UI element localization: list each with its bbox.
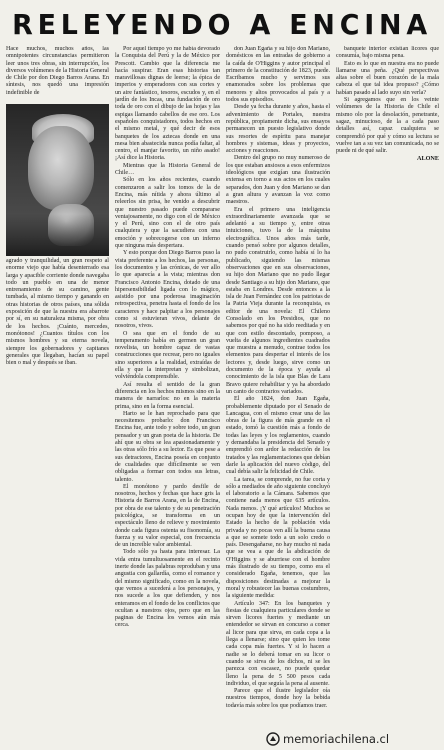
column-4 xyxy=(336,46,439,740)
paragraph: don Juan Egaña y su hijo don Mariano, domésticos en las entradas de gobierno a la caída de O'Higgins y autor principal el primero de la constitución de 1823, puede. Escribamos mucho y servimos sus enamorados sobre los problemas que menores y altos provocados al país y a todos sus episodios. xyxy=(226,46,330,104)
paragraph: Si agregamos que en los veinte volúmenes de la Historia de Chile el mismo olo por la desolación, penetrante, sagaz, minucioso, de la a cada paso detalles así, capaz cualquiera se comprendió por qué y cómo su lectura se vuelve tan a su vez tan comunicada, no se puede ni de qué salir. xyxy=(336,97,439,155)
paragraph: Artículo 347: En los banquetes y fiestas de cualquiera particulares donde se sirven licores fuertes y mediante un entendedor se sirvan en concurso a comer al licor para que sirva, en cada copa a la llega a llenarse; sino que quien les tome cada copa más fuertes. Y si lo hacen a nadie se lo deberá tomar en su licor o cuando se sirva de los dichos, ni se les parezca con escasez, no puede quedar lleno la pena de 5 500 pesos cada individuo, el que seguía la pena al ausente. xyxy=(226,600,330,687)
column-2 xyxy=(115,46,220,740)
paragraph: Desde ya fecha durante y años, hasta el advenimiento de Portales, nuestra república, propiamente dicha, sus ensayos permanecen un puesto legislativo donde sus resortes de espíritu para manejar hombres y sistemas, ideas y proyectos, acciones y reacciones. xyxy=(226,104,330,155)
paragraph: Por aquel tiempo yo me había devorado la Conquista del Perú y la de México por Prescott. Cambio que la diferencia me hacía suspirar. Eran esas historias tan maravillosas dignas de leerse; la épica de imperios y emperadores con sus cortes y un aire fantástico, tesoros, escudos y, en el jardín de los Incas, una fundación de oro toda de oro con el dibujo de las hojas y las espigas llamando cabellos de ese oro. Los españoles conquistadores, todos hechos en el mismo metal, y qué decir de esos banquetes de los aztecas donde en una mesa bien abastecida nunca podía faltar, al centro, el manjar favorito, un niño asado! ¡Así dice la Historia. xyxy=(115,46,220,162)
column-3 xyxy=(226,46,330,740)
paragraph: Esto es lo que en nuestra era no puede llamarse una peña. ¿Qué perspectivas altas sobre el buen corazón de la mala cabeza el que tal idea propuso? ¿Cómo habían pasado al lado suyo sin verla? xyxy=(336,60,439,96)
paragraph: Era el primero una inteligencia extraordinariamente avanzada que se adelantó a su tiempo y, entre otras intuiciones, tuvo la de la máquina electrográfica. Unos años más tarde, cuando pensó sobre por algunos detalles, no pudo construirlo, como había sí lo ha publicado, siguiendo las mismas observaciones que en sus observaciones, su hijo don Mariano que no pudo llegar desde Santiago a su hijo don Mariano, que estaba en Londres. Desde entonces a la isla de Juan Fernández con los patriotas de la Patria Vieja durante la reconquista, es editor de una novela: El Chileno Consolado en los Presidios, que no sabemos por qué no ha sido reeditada y en que con estilo descontado, pomposo, a vuelta de algunos ingredientes cuadrados que muestra a menudo, contrae todos los elementos para despertar el interés de los lectores y, desde luego, sirve como un documento de la época y ayuda al conocimiento de la isla que Blas de Lara Bravo quiere rehabilitar y ya ha abordado un canto de contrarios variados. xyxy=(226,206,330,395)
portrait-photo xyxy=(6,104,109,256)
paragraph: Parece que el ilustre legislador oía nuestros tiempos, donde hoy la bebida todavía más sobre los que podíamos traer. xyxy=(226,688,330,709)
column-1-top-text: Hace muchos, muchos años, las omnipotentes circunstancias permitieron leer unos tres obras, sin interrupción, los diversos volúmenes de la Historia General de Chile por don Diego Barros Arana. En síntesis, nos quedó una impresión indefinible de xyxy=(6,46,109,96)
paragraph: banquete interior existían licores que consumía, bajo misma pena. xyxy=(336,46,439,60)
paragraph: Y esto porque don Diego Barros puso la vista preferente a los hechos, las personas, los documentos y las crónicas, de ver allo lo que aparecía a la vista; mientras don Francisco Antonio Encina, dotado de una hipersensibilidad ligada con lo mágico, asistido por una poderosa imaginación retrospectiva, penetra hasta el fondo de los caracteres y hace palpitar a los personajes como si estuvieran vivos, delante de nosotros, vivos. xyxy=(115,250,220,330)
portrait-face xyxy=(28,126,94,210)
memoriachilena-logo-icon xyxy=(266,732,280,746)
paragraph: El año 1824, don Juan Egaña, probablemente diputado por el Senado de Lancagua, con el mismo crear una de las obras de la figura de más grande en el estado, tomó la cuestión más a fondo de todas las leyes y los reglamentos, cuando y demandaba la presidencia del Senado y emprendió con ardor la redacción de los tratados y las reglamentaciones que debían darle la aplicación del nuevo código, del cual debía salir la felicidad de Chile. xyxy=(226,396,330,476)
paragraph: Sólo en los años recientes, cuando comenzaron a salir los tomos de la de Encina, más nítida y ahora último al releerlos sin prisa, he venido a descubrir que nuestro pasado puede compararse ventajosamente, no digo con el de México y el Perú, sino con el de otro país cualquiera y que la sacudiera con una emoción y sobrecogerse con un inferno que ninguna más despertara. xyxy=(115,177,220,250)
column-1-bottom-text: agrado y tranquilidad, un gran respeto al enorme viejo que había desenterrado esa larga y apacible corriente donde navegaba todo un pueblo en una de menor entrenamiento de su camino, gente tumbada, al mismo tiempo y ganando en otras historias de otros países, una sólida exposición de que la nuestra era abarrote por sí, en su naturaleza misma, por obra de los hechos. ¡Cuánto, mercedes, monótonos! ¿Cuantos títulos con los mismos hombres y su eterna novela, siempre los gobernadores y capitanes generales que llegaban, hacían su papel bien o mal y después se iban. xyxy=(6,258,109,367)
paragraph: Harto se le han reprochado para que necesitemos probarlo: don Francisco Encina fue, ante todo y sobre todo, un gran pensador y un gran poeta de la historia. De ahí que su obra se lea apasionadamente y las otras sólo frío a su lector. Es que pese a sus detractores, Encina poseía en conjunto de cualidades que difícilmente se ven obligadas a formar con todos sus letras, talento. xyxy=(115,410,220,483)
watermark[interactable] xyxy=(266,731,438,747)
watermark-text: memoriachilena.cl xyxy=(283,732,390,746)
paragraph: El monótono y pardo desfile de nosotros, hechos y fechas que hace gris la Historia de Barros Arana, en la de Encina, por obra de ese talento y de su penetración psicológica, se transforma en un espectáculo lleno de relieve y movimiento donde cada figura ostenta su fisonomía, su fuerza y su valor especial, con frecuencia de un increíble valor ambiental. xyxy=(115,483,220,549)
paragraph: Todo sólo ya hasta para interesar. La vida entra tumultuosamente en el recinto inerte donde las palabras reproduban y una angustia con gallardía, como el romance y del mismo significado, como en la novela, que vemos a sucederá a los personajes, y nos sucede a los que defienden, y nos enteramos en el fondo de los conflictos que ocultan a nuestros ojos, pero que en las paginas de Encina los vemos aún más cerca. xyxy=(115,549,220,629)
article-title: RELEYENDO A ENCINA xyxy=(12,8,432,41)
paragraph: Así resulta el sentido de la gran diferencia en los hechos mismos sino en la manera de narrarlos: no en la materia prima, sino en la forma esencial. xyxy=(115,381,220,410)
author-signature: ALONE xyxy=(416,155,439,163)
paragraph: La tarea, se comprende, no fue corta y sólo a mediados de año siguiente concluyó el laboratorio a la Cámara. Sabemos que contiene nada menos que 635 artículos. Nada menos. ¡Y qué artículos! Muchos se ocupan hoy de que la intervención del Estado la hecho de la población vida privada y no pocas ven allí la buena causa a que se somete todo a un solo credo o país. Desengañarse, no hay mucho ni nada que se vea a que de la abdicación de O'Higgins y se aburriese con el hombre más ilustrado de su tiempo, como era el considerado Egaña, tenemos, que las disposiciones destinadas a mejorar la moral y robustecer las buenas costumbres, la siguiente medida: xyxy=(226,476,330,600)
portrait-shadow xyxy=(6,214,109,256)
paragraph: O sea que en el fondo de su temperamento había en germen un gran novelista, un hombre capaz de vastas construcciones que recrear, pero no iguales sino superiores a la realidad, extraídas de ella y que la interpretan y simbolizan, volviéndola comprensible. xyxy=(115,330,220,381)
paragraph: Mientras que la Historia General de Chile… xyxy=(115,162,220,177)
paragraph: Dentro del grupo no muy numeroso de los que estaban ansiosos a esos enfermizos ideológicos que exigían una ilustración extensa en torno a sus actos en los cuales separados, don Juan y don Mariano se dan a gran altura y avanzan la voz como maestros. xyxy=(226,155,330,206)
